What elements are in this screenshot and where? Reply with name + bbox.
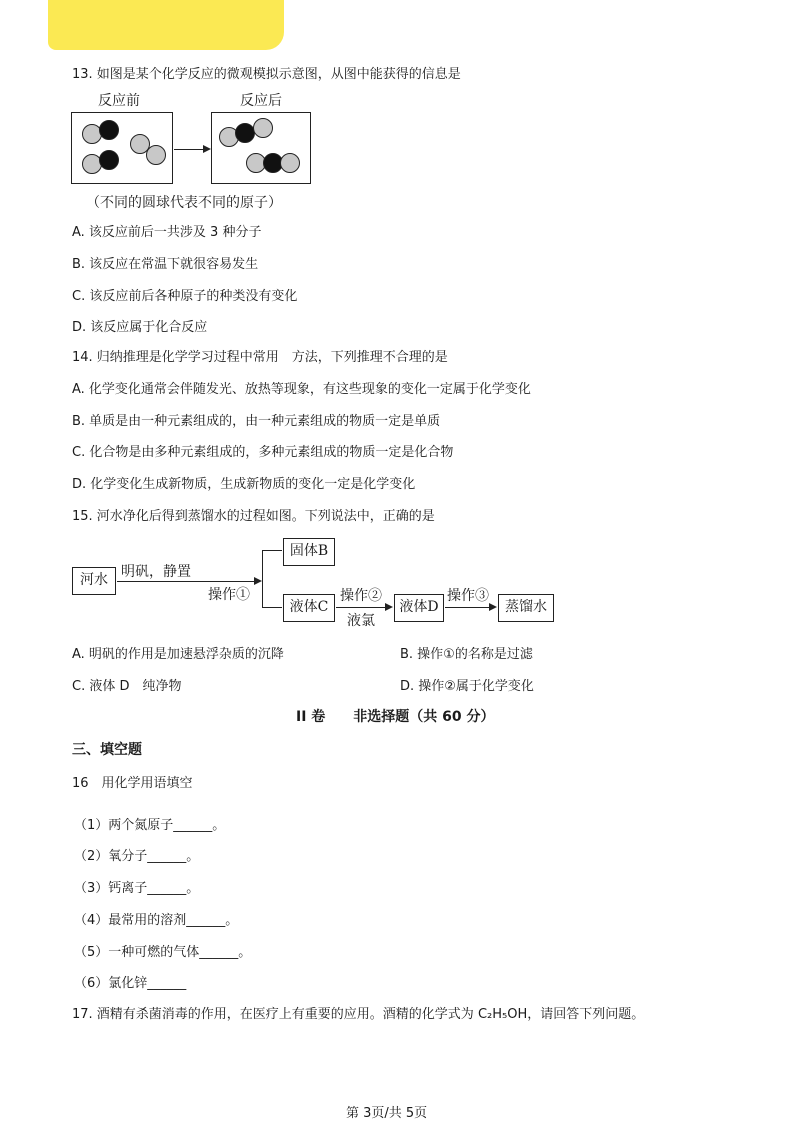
highlighter-mark — [48, 0, 284, 50]
flow-distilled-box: 蒸馏水 — [498, 594, 554, 622]
flow-step1-bottom: 操作① — [208, 587, 250, 603]
atom-black — [235, 123, 255, 143]
q13-stem: 13. 如图是某个化学反应的微观模拟示意图，从图中能获得的信息是 — [72, 67, 461, 82]
q13-option-c: C. 该反应前后各种原子的种类没有变化 — [72, 289, 298, 304]
q17-stem: 17. 酒精有杀菌消毒的作用，在医疗上有重要的应用。酒精的化学式为 C₂H₅OH，请回答下列问题。 — [72, 1007, 645, 1022]
q16-item-3: （3）钙离子______。 — [74, 881, 200, 896]
flow-branch-bottom — [262, 607, 282, 608]
part2-title: II 卷 非选择题（共 60 分） — [296, 709, 495, 725]
q14-option-d: D. 化学变化生成新物质，生成新物质的变化一定是化学变化 — [72, 477, 416, 492]
q13-option-a: A. 该反应前后一共涉及 3 种分子 — [72, 225, 262, 240]
q13-after-box — [211, 112, 311, 184]
q13-label-after: 反应后 — [240, 93, 282, 109]
flow-branch-top — [262, 550, 282, 551]
flow-liquid-d-box: 液体D — [394, 594, 444, 622]
flow-step3-top: 操作③ — [447, 588, 489, 604]
q13-arrow-head — [203, 145, 211, 153]
atom-black — [99, 120, 119, 140]
q15-option-c: C. 液体 D 纯净物 — [72, 679, 182, 694]
q16-item-6: （6）氯化锌______ — [74, 976, 187, 991]
flow-step1-top: 明矾，静置 — [121, 564, 191, 580]
q16-item-2: （2）氧分子______。 — [74, 849, 200, 864]
flow-arrow-3-head — [489, 603, 497, 611]
q14-stem: 14. 归纳推理是化学学习过程中常用 方法，下列推理不合理的是 — [72, 350, 448, 365]
flow-river-box: 河水 — [72, 567, 116, 595]
flow-arrow-1 — [117, 581, 255, 582]
q15-option-d: D. 操作②属于化学变化 — [400, 679, 534, 694]
flow-arrow-3 — [445, 607, 490, 608]
flow-arrow-1-head — [254, 577, 262, 585]
atom-gray — [280, 153, 300, 173]
flow-solid-b-box: 固体B — [283, 538, 335, 566]
q13-caption: （不同的圆球代表不同的原子） — [86, 195, 282, 211]
flow-step2-top: 操作② — [340, 588, 382, 604]
q13-option-d: D. 该反应属于化合反应 — [72, 320, 208, 335]
flow-arrow-2 — [336, 607, 386, 608]
flow-step2-bottom: 液氯 — [347, 613, 375, 629]
q16-item-1: （1）两个氮原子______。 — [74, 818, 226, 833]
q16-stem: 16 用化学用语填空 — [72, 776, 193, 791]
atom-gray — [146, 145, 166, 165]
q13-label-before: 反应前 — [98, 93, 140, 109]
flow-liquid-c-box: 液体C — [283, 594, 335, 622]
q15-stem: 15. 河水净化后得到蒸馏水的过程如图。下列说法中，正确的是 — [72, 509, 435, 524]
q13-before-box — [71, 112, 173, 184]
q14-option-a: A. 化学变化通常会伴随发光、放热等现象，有这些现象的变化一定属于化学变化 — [72, 382, 531, 397]
atom-gray — [253, 118, 273, 138]
q13-option-b: B. 该反应在常温下就很容易发生 — [72, 257, 259, 272]
q16-item-4: （4）最常用的溶剂______。 — [74, 913, 239, 928]
flow-arrow-2-head — [385, 603, 393, 611]
page-footer: 第 3页/共 5页 — [346, 1106, 428, 1121]
atom-black — [99, 150, 119, 170]
flow-branch-vertical — [262, 550, 263, 608]
section3-title: 三、填空题 — [72, 742, 142, 758]
q14-option-c: C. 化合物是由多种元素组成的，多种元素组成的物质一定是化合物 — [72, 445, 454, 460]
q16-item-5: （5）一种可燃的气体______。 — [74, 945, 252, 960]
q14-option-b: B. 单质是由一种元素组成的，由一种元素组成的物质一定是单质 — [72, 414, 441, 429]
q15-option-b: B. 操作①的名称是过滤 — [400, 647, 533, 662]
q13-arrow-line — [174, 149, 204, 150]
q15-option-a: A. 明矾的作用是加速悬浮杂质的沉降 — [72, 647, 284, 662]
